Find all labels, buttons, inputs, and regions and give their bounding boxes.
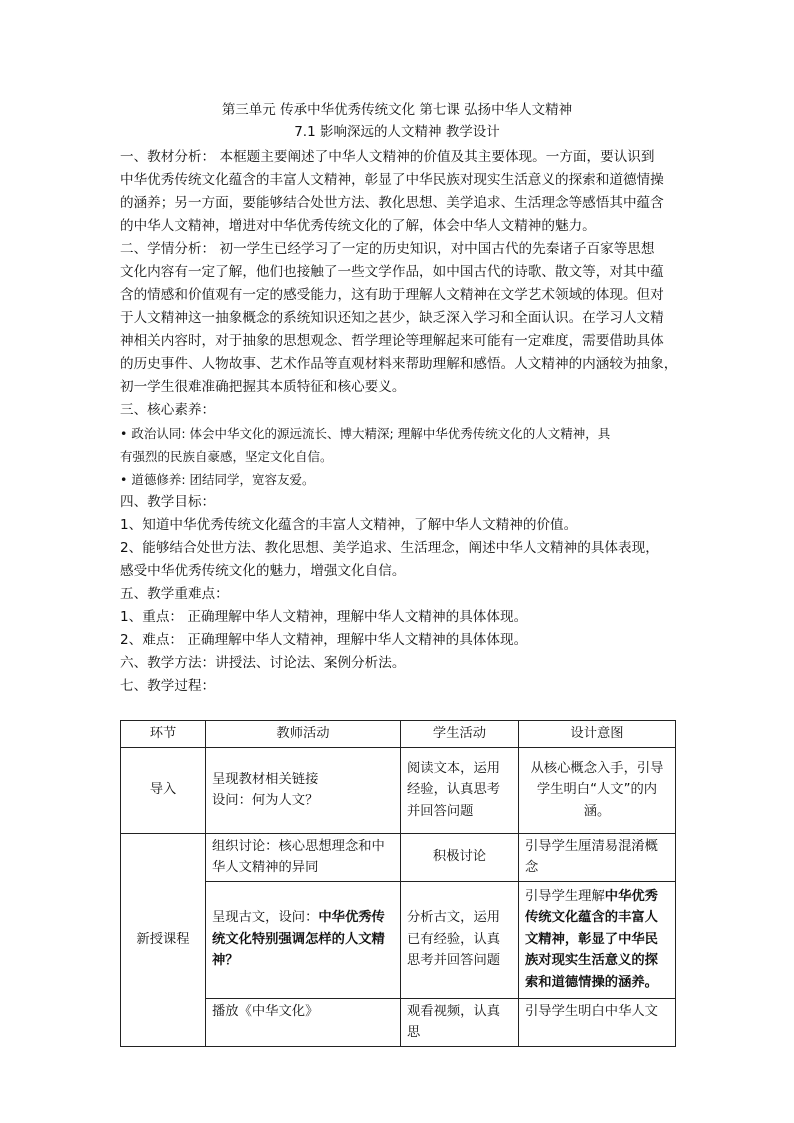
section-student-analysis: 二、学情分析： 初一学生已经学习了一定的历史知识，对中国古代的先秦诸子百家等思想 文化内容有一定了解，他们也接触了一些文学作品，如中国古代的诗歌、散文等，对其中蕴 含的情感和价值观有一定的感受能力，这有助于理解人文精神在文学艺术领域的体现。但对 于人文精神这一抽象概念的系统知识还知之甚少，缺乏深入学习和全面认识。在学习人文精 神相关内容时，对于抽象的思想观念、哲学理论等理解起来可能有一定难度，需要借助具体 的历史事件、人物故事、艺术作品等直观材料来帮助理解和感悟。人文精神的内涵较为抽象， 初一学生很难准确把握其本质特征和核心要义。 — [120, 241, 678, 395]
teaching-goal-2: 2、能够结合处世方法、教化思想、美学追求、生活理念，阐述中华人文精神的具体表现， 感受中华优秀传统文化的魅力，增强文化自信。 — [120, 540, 659, 579]
teacher-activity-cell: 呈现教材相关链接 设问：何为人文？ — [206, 747, 401, 833]
stage-intro: 导入 — [121, 747, 206, 833]
teaching-goal-1: 1、知道中华优秀传统文化蕴含的丰富人文精神，了解中华人文精神的价值。 — [120, 517, 578, 533]
student-activity-cell: 分析古文，运用已有经验，认真思考并回答问题 — [401, 881, 519, 998]
design-intent-cell: 引导学生明白中华人文 — [519, 998, 676, 1046]
header-stage: 环节 — [121, 721, 206, 748]
header-student-activity: 学生活动 — [401, 721, 519, 748]
core-literacy-political-identity: • 政治认同: 体会中华文化的源远流长、博大精深; 理解中华优秀传统文化的人文精神，具 有强烈的民族自豪感，坚定文化自信。 — [120, 426, 611, 464]
section-key-difficult-points-heading: 五、教学重难点： — [120, 586, 229, 602]
teacher-activity-cell: 播放《中华文化》 — [206, 998, 401, 1046]
student-activity-cell: 阅读文本，运用经验，认真思考并回答问题 — [401, 747, 519, 833]
table-row — [121, 747, 676, 833]
header-teacher-activity: 教师活动 — [206, 721, 401, 748]
document-body — [120, 146, 680, 698]
document-title: 第三单元 传承中华优秀传统文化 第七课 弘扬中华人文精神 — [221, 102, 573, 118]
section-teaching-goals-heading: 四、教学目标： — [120, 494, 216, 510]
section-teaching-material-analysis: 一、教材分析： 本框题主要阐述了中华人文精神的价值及其主要体现。一方面，要认识到 中华优秀传统文化蕴含的丰富人文精神，彰显了中华民族对现实生活意义的探索和道德情操 的涵养；另一方面，要能够结合处世方法、教化思想、美学追求、生活理念等感悟其中蕴含 的中华人文精神，增进对中华优秀传统文化的了解，体会中华人文精神的魅力。 — [120, 149, 664, 234]
teaching-process-table — [120, 720, 676, 1047]
header-design-intent: 设计意图 — [519, 721, 676, 748]
table-row — [121, 833, 676, 881]
section-core-literacy-heading: 三、核心素养： — [120, 402, 216, 418]
key-point: 1、重点： 正确理解中华人文精神，理解中华人文精神的具体体现。 — [120, 609, 528, 625]
stage-new-lesson: 新授课程 — [121, 833, 206, 1046]
design-intent-cell: 引导学生厘清易混淆概念 — [519, 833, 676, 881]
design-intent-cell: 从核心概念入手，引导 学生明白“人文”的内 涵。 — [519, 747, 676, 833]
section-teaching-methods: 六、教学方法：讲授法、讨论法、案例分析法。 — [120, 655, 406, 671]
section-teaching-process-heading: 七、教学过程： — [120, 678, 216, 694]
teacher-activity-cell: 呈现古文，设问：中华优秀传统文化特别强调怎样的人文精神？ — [206, 881, 401, 998]
table-header-row — [121, 721, 676, 748]
core-literacy-moral-cultivation: • 道德修养: 团结同学，宽容友爱。 — [120, 472, 315, 487]
teacher-activity-cell: 组织讨论：核心思想理念和中华人文精神的异同 — [206, 833, 401, 881]
student-activity-cell: 观看视频，认真思 — [401, 998, 519, 1046]
document-subtitle: 7.1 影响深远的人文精神 教学设计 — [294, 124, 500, 140]
student-activity-cell: 积极讨论 — [401, 833, 519, 881]
design-intent-cell: 引导学生理解中华优秀传统文化蕴含的丰富人文精神，彰显了中华民族对现实生活意义的探索和道德情操的涵养。 — [519, 881, 676, 998]
difficult-point: 2、难点： 正确理解中华人文精神，理解中华人文精神的具体体现。 — [120, 632, 528, 648]
